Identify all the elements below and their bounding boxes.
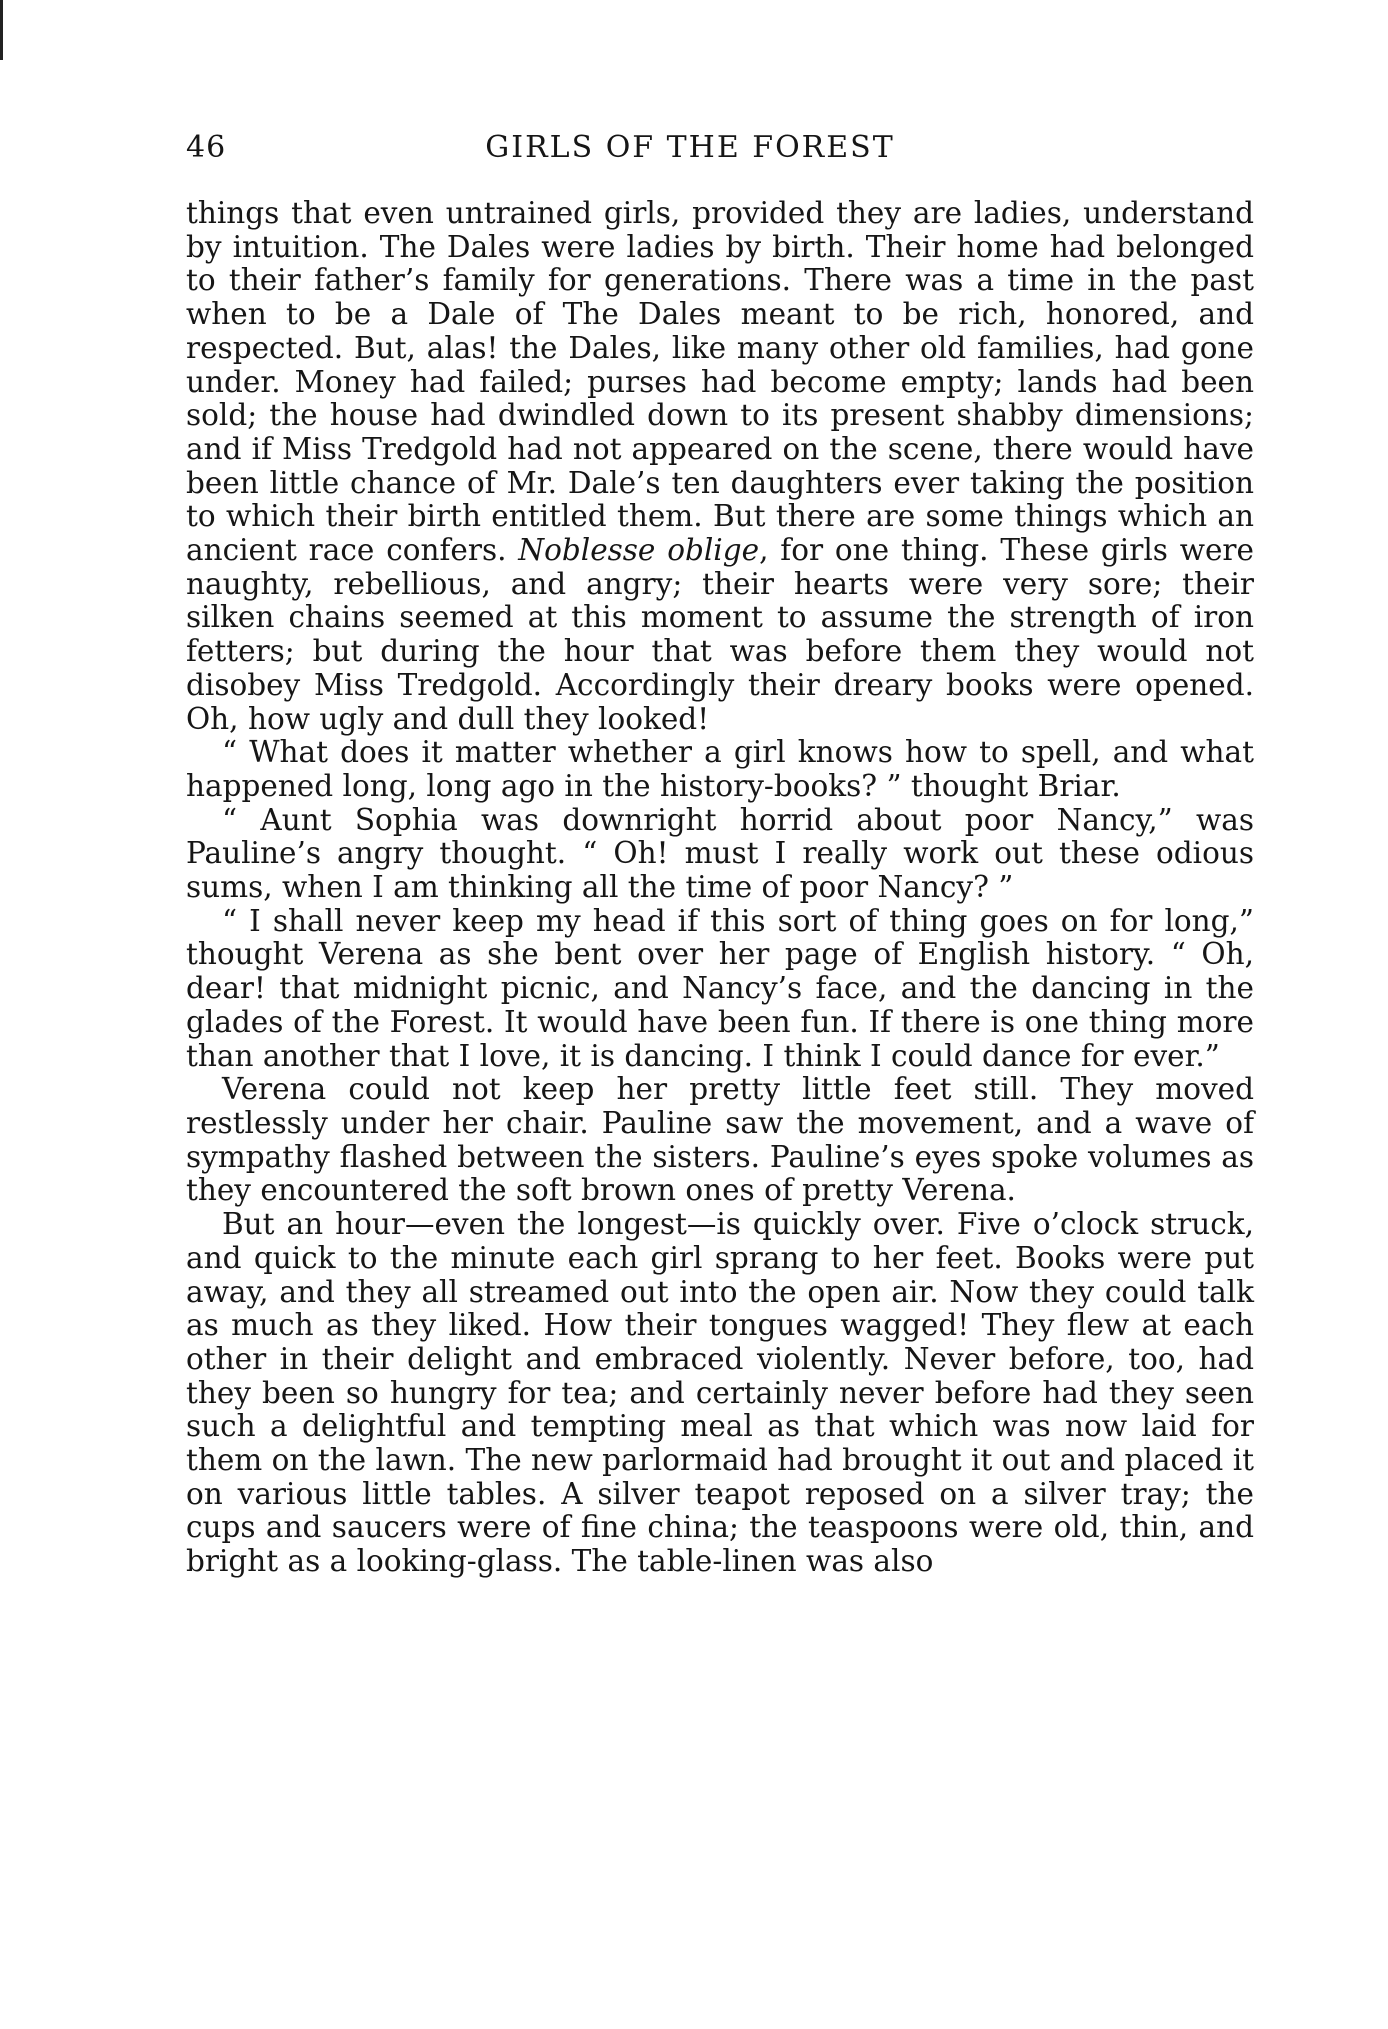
paragraph-1-part-1: things that even untrained girls, provided they are ladies, understand by intuition. The Dales were ladies by birth. Their home had belonged to their father’s family for generations. There was a time in the past when to be a Dale of The Dales meant to be rich, honored, and respected. But, alas! the Dales, like many other old families, had gone under. Money had failed; purses had become empty; lands had been sold; the house had dwindled down to its present shabby dimensions; and if Miss Tredgold had not appeared on the scene, there would have been little chance of Mr. Dale’s ten daughters ever taking the position to which their birth entitled them. But there are some things which an ancient race confers. bbox=[186, 196, 1254, 568]
paragraph-1 bbox=[186, 197, 1254, 736]
paragraph-6: But an hour—even the longest—is quickly over. Five o’clock struck, and quick to the minute each girl sprang to her feet. Books were put away, and they all streamed out into the open air. Now they could talk as much as they liked. How their tongues wagged! They flew at each other in their delight and embraced violently. Never before, too, had they been so hungry for tea; and certainly never before had they seen such a delightful and tempting meal as that which was now laid for them on the lawn. The new parlormaid had brought it out and placed it on various little tables. A silver teapot reposed on a silver tray; the cups and saucers were of fine china; the teaspoons were old, thin, and bright as a looking-glass. The table-linen was also bbox=[186, 1207, 1254, 1579]
page-number: 46 bbox=[186, 130, 227, 165]
text-body bbox=[186, 197, 1254, 1579]
paragraph-1-part-2: , for one thing. These girls were naughty, rebellious, and angry; their hearts were very sore; their silken chains seemed at this moment to assume the strength of iron fetters; but during the hour that was before them they would not disobey Miss Tredgold. Accordingly their dreary books were opened. Oh, how ugly and dull they looked! bbox=[186, 533, 1254, 736]
page-header bbox=[186, 130, 1254, 174]
paragraph-5: Verena could not keep her pretty little feet still. They moved restlessly under her chair. Pauline saw the movement, and a wave of sympathy flashed between the sisters. Pauline’s eyes spoke volumes as they encountered the soft brown ones of pretty Verena. bbox=[186, 1072, 1254, 1208]
running-title: GIRLS OF THE FOREST bbox=[485, 130, 895, 165]
paragraph-3: “ Aunt Sophia was downright horrid about poor Nancy,” was Pauline’s angry thought. “ Oh! must I really work out these odious sums, when I am thinking all the time of poor Nancy? ” bbox=[186, 802, 1254, 905]
page-edge-mark bbox=[0, 0, 3, 60]
italic-phrase: Noblesse oblige bbox=[518, 533, 760, 568]
paragraph-4: “ I shall never keep my head if this sort of thing goes on for long,” thought Verena as she bent over her page of English history. “ Oh, dear! that midnight picnic, and Nancy’s face, and the dancing in the glades of the Forest. It would have been fun. If there is one thing more than another that I love, it is dancing. I think I could dance for ever.” bbox=[186, 903, 1254, 1073]
paragraph-2: “ What does it matter whether a girl knows how to spell, and what happened long, long ago in the history-books? ” thought Briar. bbox=[186, 735, 1254, 803]
